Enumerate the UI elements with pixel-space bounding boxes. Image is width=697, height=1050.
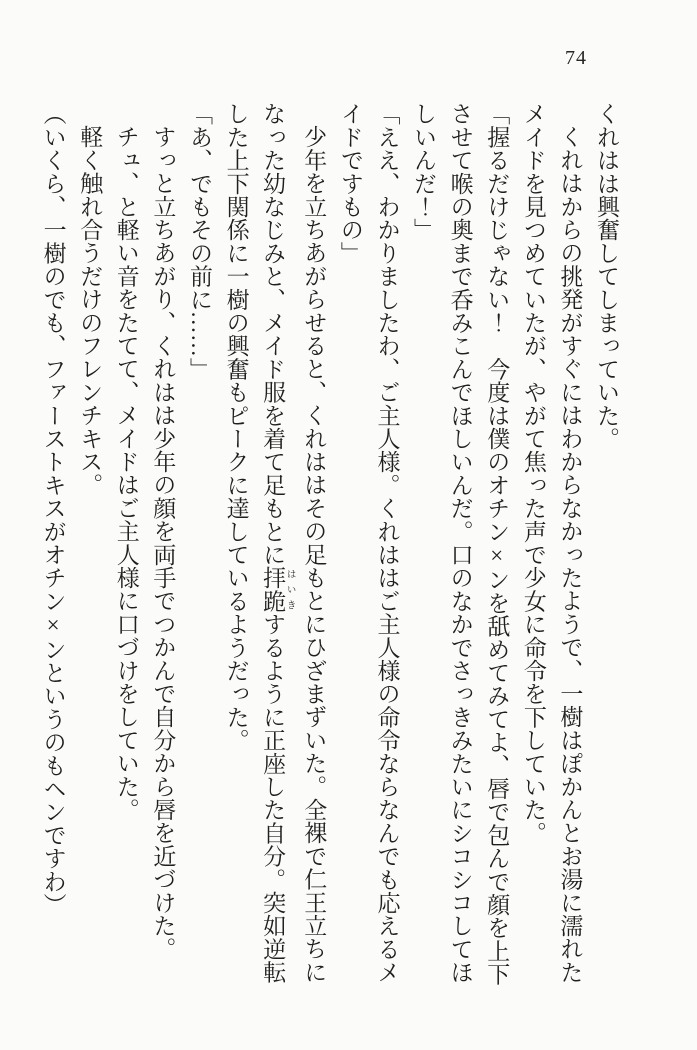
page-number: 74 bbox=[565, 47, 587, 69]
text-column-3: メイドを見つめていたが、やがて焦った声で少女に命令を下していた。 bbox=[520, 102, 546, 845]
text-column-5: させて喉の奥まで呑みこんでほしいんだ。口のなかでさっきみたいにシコシコしてほ bbox=[447, 102, 473, 984]
text-column-9: 少年を立ちあがらせると、くれははその足もとにひざまずいた。全裸で仁王立ちに bbox=[301, 125, 327, 984]
text-column-13: すっと立ちあがり、くれはは少年の顔を両手でつかんで自分から唇を近づけた。 bbox=[150, 125, 176, 961]
ruby-base: 拝跪 bbox=[260, 566, 286, 613]
text-before-ruby: なった幼なじみと、メイド服を着て足もとに bbox=[260, 102, 286, 566]
text-column-11: した上下関係に一樹の興奮もピークに達しているようだった。 bbox=[223, 102, 249, 752]
text-column-6: しいんだ！」 bbox=[411, 102, 437, 242]
text-column-8: イドですもの」 bbox=[337, 102, 363, 265]
text-column-4: 「握るだけじゃない！ 今度は僕のオチン×ンを舐めてみてよ、唇で包んで顔を上下 bbox=[484, 102, 510, 986]
text-after-ruby: するように正座した自分。突如逆転 bbox=[260, 612, 286, 984]
text-column-1: くれはは興奮してしまっていた。 bbox=[594, 102, 619, 450]
text-column-12: 「あ、でもその前に……」 bbox=[186, 102, 212, 381]
text-block bbox=[34, 102, 624, 987]
text-column-2: くれはからの挑発がすぐにはわからなかったようで、一樹はぽかんとお湯に濡れた bbox=[557, 125, 583, 984]
text-column-10 bbox=[254, 102, 295, 987]
ruby-word bbox=[260, 566, 295, 613]
ruby-furigana: はいき bbox=[284, 566, 295, 613]
text-column-14: チュ、と軽い音をたてて、メイドはご主人様に口づけをしていた。 bbox=[113, 125, 139, 821]
text-column-15: 軽く触れ合うだけのフレンチキス。 bbox=[77, 125, 103, 497]
text-column-7: 「ええ、わかりましたわ、ご主人様。くれははご主人様の命令ならなんでも応えるメ bbox=[374, 102, 400, 984]
text-column-16: （いくら、一樹のでも、ファーストキスがオチン×ンというのもヘンですわ） bbox=[40, 102, 66, 916]
